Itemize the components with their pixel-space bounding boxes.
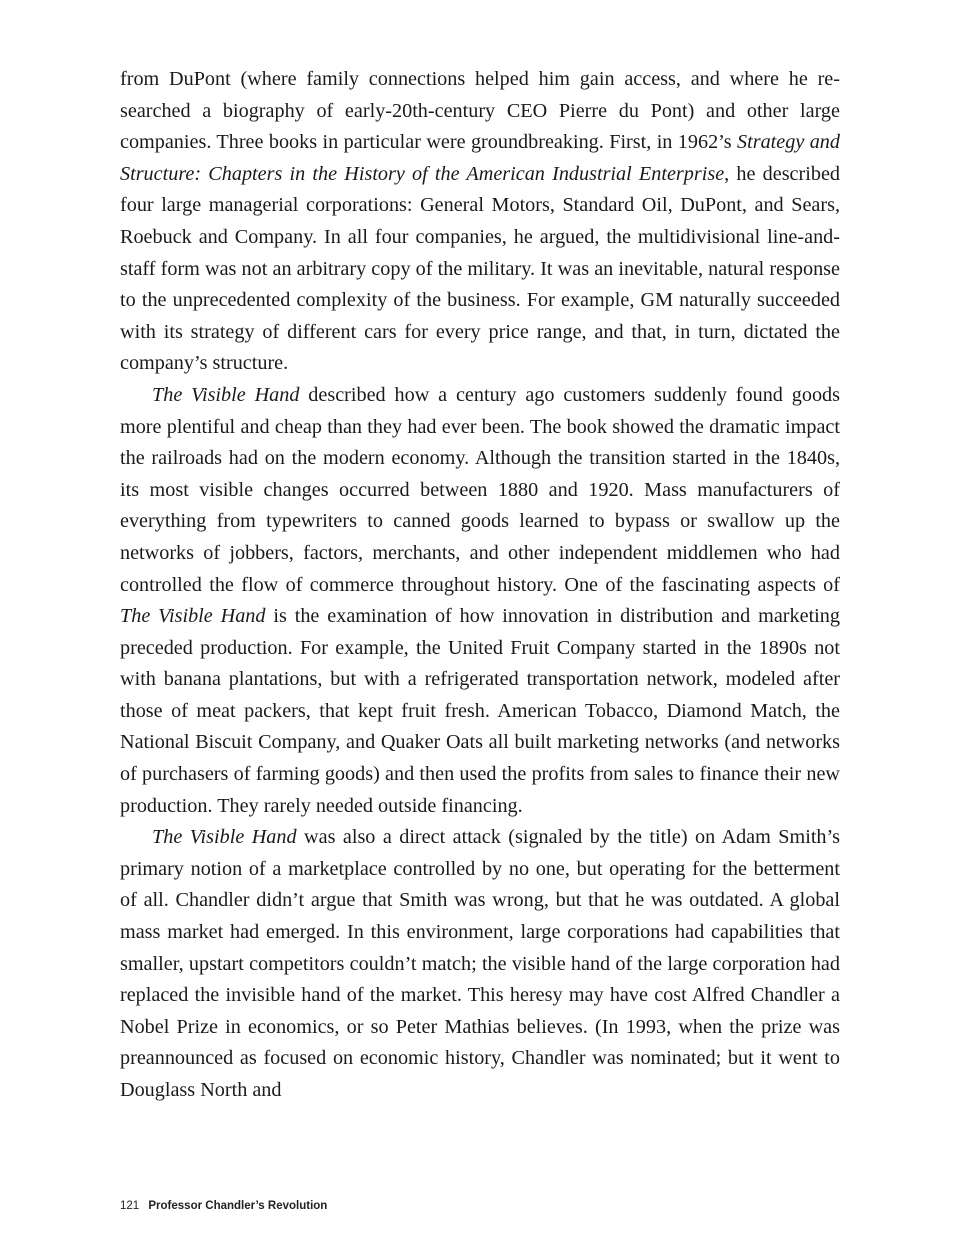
running-title: Professor Chandler’s Revolution <box>148 1200 328 1212</box>
paragraph-text: described how a century ago customers suddenly found goods more plentiful and cheap than they had ever been. The book showed the dramatic impact the railroads had on the modern economy. Although the transition started in the 1840s, its most visible changes occurred between 1880 and 1920. Mass manufacturers of everything from typewriters to canned goods learned to bypass or swallow up the networks of jobbers, factors, merchants, and other independent middlemen who had controlled the flow of commerce throughout history. One of the fascinating aspects of <box>120 383 840 596</box>
book-title: Strategy and Structure: Chapters in the History of the American Industrial Enterprise <box>120 131 840 185</box>
page-body <box>120 64 840 1107</box>
book-title: The Visible Hand <box>152 826 297 849</box>
paragraph-1 <box>120 64 840 380</box>
page-number: 121 <box>120 1200 140 1212</box>
paragraph-text: is the examination of how innovation in distribution and marketing preceded production. For example, the United Fruit Company started in the 1890s not with banana plantations, but with a refrigerated transportation network, modeled after those of meat packers, that kept fruit fresh. American Tobacco, Diamond Match, the National Biscuit Company, and Quaker Oats all built marketing networks (and networks of purchasers of farming goods) and then used the profits from sales to finance their new production. They rarely needed outside financing. <box>120 605 840 817</box>
paragraph-text: from DuPont (where family connections helped him gain access, and where he researched a biography of early-20th-century CEO Pierre du Pont) and other large companies. Three books in particular were groundbreaking. First, in 1962’s <box>120 68 840 154</box>
paragraph-3 <box>120 822 840 1106</box>
paragraph-text: , he described four large managerial corporations: General Motors, Standard Oil, DuPont, and Sears, Roebuck and Company. In all four companies, he argued, the multidivisional line-and-staff form was not an arbitrary copy of the military. It was an inevitable, natural response to the unprecedented complexity of the business. For example, GM naturally succeeded with its strategy of different cars for every price range, and that, in turn, dictated the company’s structure. <box>120 162 840 375</box>
paragraph-2 <box>120 380 840 822</box>
book-title: The Visible Hand <box>120 605 266 628</box>
book-title: The Visible Hand <box>152 383 300 406</box>
paragraph-text: was also a direct attack (signaled by the title) on Adam Smith’s primary notion of a marketplace controlled by no one, but operating for the betterment of all. Chandler didn’t argue that Smith was wrong, but that he was outdated. A global mass market had emerged. In this environment, large corporations had capabilities that smaller, upstart competitors couldn’t match; the visible hand of the large corporation had replaced the invisible hand of the market. This heresy may have cost Alfred Chandler a Nobel Prize in economics, or so Peter Mathias believes. (In 1993, when the prize was preannounced as focused on economic history, Chandler was nominated; but it went to Douglass North and <box>120 826 840 1101</box>
page-footer <box>120 1200 327 1212</box>
